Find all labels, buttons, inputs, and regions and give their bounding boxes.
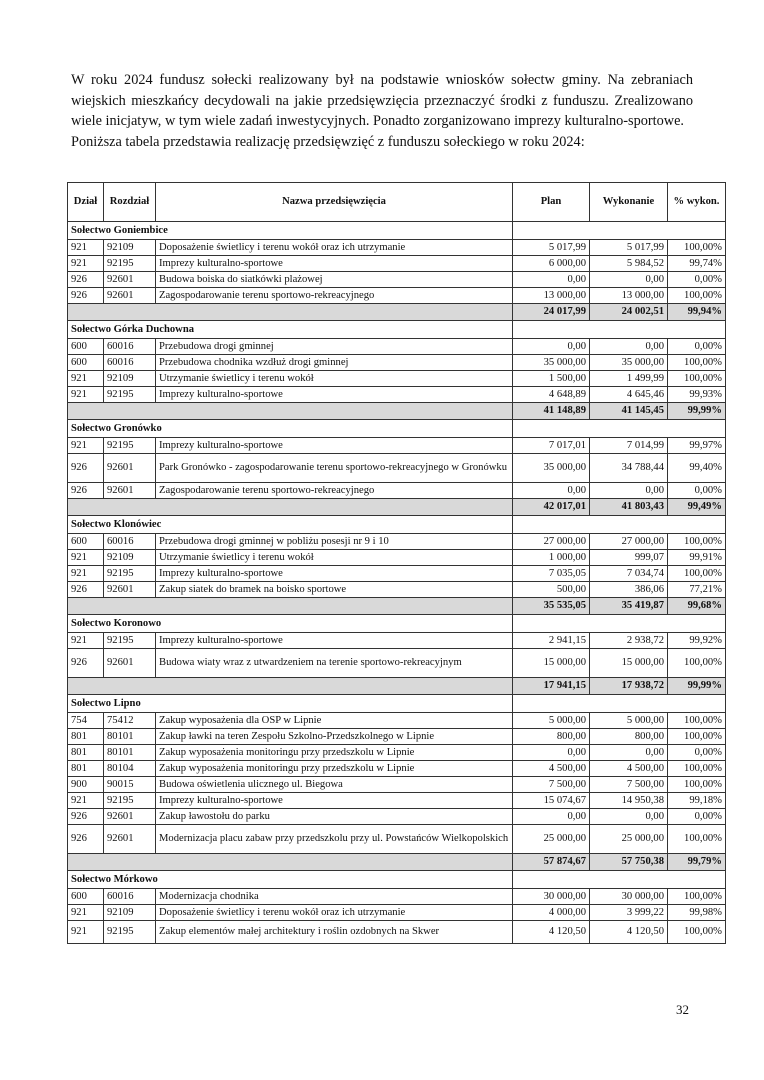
section-name: Sołectwo Goniembice xyxy=(68,222,513,240)
cell-rozdzial: 92195 xyxy=(104,566,156,582)
intro-text xyxy=(71,70,693,152)
cell-rozdzial: 92109 xyxy=(104,371,156,387)
cell-wykonanie: 0,00 xyxy=(590,272,668,288)
cell-dzial: 926 xyxy=(68,272,104,288)
cell-dzial: 754 xyxy=(68,713,104,729)
total-wykonanie: 35 419,87 xyxy=(590,598,668,615)
cell-plan: 4 648,89 xyxy=(513,387,590,403)
total-procent: 99,94% xyxy=(668,304,726,321)
cell-dzial: 801 xyxy=(68,745,104,761)
cell-dzial: 600 xyxy=(68,889,104,905)
section-header-row xyxy=(68,871,726,889)
cell-plan: 1 000,00 xyxy=(513,550,590,566)
cell-procent: 99,98% xyxy=(668,905,726,921)
cell-procent: 99,97% xyxy=(668,438,726,454)
cell-plan: 7 035,05 xyxy=(513,566,590,582)
cell-nazwa: Imprezy kulturalno-sportowe xyxy=(156,633,513,649)
cell-plan: 500,00 xyxy=(513,582,590,598)
cell-wykonanie: 0,00 xyxy=(590,483,668,499)
cell-plan: 6 000,00 xyxy=(513,256,590,272)
cell-procent: 100,00% xyxy=(668,371,726,387)
cell-plan: 800,00 xyxy=(513,729,590,745)
total-blank xyxy=(68,598,513,615)
cell-nazwa: Doposażenie świetlicy i terenu wokół oraz ich utrzymanie xyxy=(156,905,513,921)
total-procent: 99,79% xyxy=(668,854,726,871)
cell-dzial: 921 xyxy=(68,371,104,387)
table-row xyxy=(68,483,726,499)
cell-wykonanie: 30 000,00 xyxy=(590,889,668,905)
cell-plan: 1 500,00 xyxy=(513,371,590,387)
section-name: Sołectwo Gronówko xyxy=(68,420,513,438)
table-row xyxy=(68,534,726,550)
header-wykonanie: Wykonanie xyxy=(590,183,668,222)
total-procent: 99,49% xyxy=(668,499,726,516)
section-name: Sołectwo Mórkowo xyxy=(68,871,513,889)
cell-nazwa: Modernizacja placu zabaw przy przedszkolu przy ul. Powstańców Wielkopolskich xyxy=(156,825,513,854)
cell-procent: 100,00% xyxy=(668,713,726,729)
cell-wykonanie: 4 500,00 xyxy=(590,761,668,777)
cell-wykonanie: 27 000,00 xyxy=(590,534,668,550)
section-total-row xyxy=(68,403,726,420)
intro-paragraph: W roku 2024 fundusz sołecki realizowany był na podstawie wniosków sołectw gminy. Na zebraniach wiejskich mieszkańcy decydowali na jakie przedsięwzięcia przeznaczyć środki z funduszu. Zrealizowano wiele inicjatyw, w tym wiele zadań inwestycyjnych. Ponadto zorganizowano imprezy kulturalno-sportowe. xyxy=(71,72,693,130)
cell-rozdzial: 92601 xyxy=(104,288,156,304)
cell-dzial: 600 xyxy=(68,534,104,550)
cell-rozdzial: 92195 xyxy=(104,256,156,272)
section-header-row xyxy=(68,420,726,438)
cell-dzial: 921 xyxy=(68,793,104,809)
cell-dzial: 801 xyxy=(68,729,104,745)
cell-dzial: 926 xyxy=(68,809,104,825)
cell-plan: 7 500,00 xyxy=(513,777,590,793)
table-row xyxy=(68,649,726,678)
cell-rozdzial: 90015 xyxy=(104,777,156,793)
table-row xyxy=(68,288,726,304)
total-wykonanie: 24 002,51 xyxy=(590,304,668,321)
cell-rozdzial: 92601 xyxy=(104,454,156,483)
table-row xyxy=(68,761,726,777)
header-dzial: Dział xyxy=(68,183,104,222)
table-row xyxy=(68,339,726,355)
cell-nazwa: Zakup siatek do bramek na boisko sportowe xyxy=(156,582,513,598)
table-row xyxy=(68,713,726,729)
table-intro-sentence: Poniższa tabela przedstawia realizację przedsięwzięć z funduszu sołeckiego w roku 2024: xyxy=(71,133,585,150)
table-header-row xyxy=(68,183,726,222)
cell-wykonanie: 800,00 xyxy=(590,729,668,745)
cell-rozdzial: 60016 xyxy=(104,355,156,371)
cell-dzial: 926 xyxy=(68,649,104,678)
section-header-row xyxy=(68,516,726,534)
cell-procent: 100,00% xyxy=(668,240,726,256)
header-plan: Plan xyxy=(513,183,590,222)
cell-nazwa: Park Gronówko - zagospodarowanie terenu sportowo-rekreacyjnego w Gronówku xyxy=(156,454,513,483)
cell-nazwa: Imprezy kulturalno-sportowe xyxy=(156,387,513,403)
cell-nazwa: Zakup elementów małej architektury i roślin ozdobnych na Skwer xyxy=(156,921,513,944)
total-plan: 35 535,05 xyxy=(513,598,590,615)
table-row xyxy=(68,582,726,598)
cell-dzial: 921 xyxy=(68,240,104,256)
cell-rozdzial: 80104 xyxy=(104,761,156,777)
section-header-filler xyxy=(513,420,726,438)
cell-nazwa: Zagospodarowanie terenu sportowo-rekreacyjnego xyxy=(156,288,513,304)
cell-procent: 0,00% xyxy=(668,809,726,825)
total-blank xyxy=(68,304,513,321)
cell-dzial: 600 xyxy=(68,355,104,371)
section-header-row xyxy=(68,615,726,633)
cell-dzial: 921 xyxy=(68,438,104,454)
cell-nazwa: Przebudowa drogi gminnej xyxy=(156,339,513,355)
cell-plan: 4 120,50 xyxy=(513,921,590,944)
cell-procent: 100,00% xyxy=(668,355,726,371)
cell-plan: 4 000,00 xyxy=(513,905,590,921)
cell-rozdzial: 60016 xyxy=(104,534,156,550)
header-rozdzial: Rozdział xyxy=(104,183,156,222)
cell-procent: 99,91% xyxy=(668,550,726,566)
table-row xyxy=(68,777,726,793)
cell-plan: 7 017,01 xyxy=(513,438,590,454)
cell-nazwa: Budowa oświetlenia ulicznego ul. Biegowa xyxy=(156,777,513,793)
cell-rozdzial: 92109 xyxy=(104,550,156,566)
section-header-filler xyxy=(513,516,726,534)
cell-procent: 99,74% xyxy=(668,256,726,272)
cell-rozdzial: 92601 xyxy=(104,809,156,825)
table-row xyxy=(68,905,726,921)
table-row xyxy=(68,729,726,745)
total-procent: 99,68% xyxy=(668,598,726,615)
total-wykonanie: 17 938,72 xyxy=(590,678,668,695)
cell-nazwa: Zakup wyposażenia dla OSP w Lipnie xyxy=(156,713,513,729)
cell-rozdzial: 92601 xyxy=(104,483,156,499)
total-blank xyxy=(68,854,513,871)
cell-nazwa: Doposażenie świetlicy i terenu wokół oraz ich utrzymanie xyxy=(156,240,513,256)
table-row xyxy=(68,256,726,272)
cell-nazwa: Zagospodarowanie terenu sportowo-rekreacyjnego xyxy=(156,483,513,499)
cell-wykonanie: 999,07 xyxy=(590,550,668,566)
total-plan: 42 017,01 xyxy=(513,499,590,516)
total-blank xyxy=(68,678,513,695)
cell-plan: 2 941,15 xyxy=(513,633,590,649)
section-name: Sołectwo Lipno xyxy=(68,695,513,713)
cell-dzial: 926 xyxy=(68,582,104,598)
cell-nazwa: Zakup wyposażenia monitoringu przy przedszkolu w Lipnie xyxy=(156,745,513,761)
table-row xyxy=(68,371,726,387)
cell-nazwa: Utrzymanie świetlicy i terenu wokół xyxy=(156,550,513,566)
cell-dzial: 921 xyxy=(68,633,104,649)
cell-wykonanie: 7 500,00 xyxy=(590,777,668,793)
cell-wykonanie: 0,00 xyxy=(590,339,668,355)
cell-nazwa: Zakup ławostołu do parku xyxy=(156,809,513,825)
section-header-row xyxy=(68,695,726,713)
cell-procent: 99,40% xyxy=(668,454,726,483)
cell-procent: 100,00% xyxy=(668,825,726,854)
cell-wykonanie: 0,00 xyxy=(590,745,668,761)
cell-rozdzial: 75412 xyxy=(104,713,156,729)
cell-plan: 0,00 xyxy=(513,483,590,499)
cell-rozdzial: 92195 xyxy=(104,633,156,649)
cell-rozdzial: 92109 xyxy=(104,240,156,256)
cell-plan: 13 000,00 xyxy=(513,288,590,304)
table-row xyxy=(68,355,726,371)
table-row xyxy=(68,387,726,403)
cell-wykonanie: 3 999,22 xyxy=(590,905,668,921)
cell-rozdzial: 60016 xyxy=(104,339,156,355)
cell-nazwa: Budowa boiska do siatkówki plażowej xyxy=(156,272,513,288)
cell-wykonanie: 7 014,99 xyxy=(590,438,668,454)
cell-rozdzial: 92195 xyxy=(104,921,156,944)
total-plan: 57 874,67 xyxy=(513,854,590,871)
cell-nazwa: Imprezy kulturalno-sportowe xyxy=(156,793,513,809)
cell-dzial: 801 xyxy=(68,761,104,777)
cell-wykonanie: 15 000,00 xyxy=(590,649,668,678)
cell-nazwa: Imprezy kulturalno-sportowe xyxy=(156,438,513,454)
cell-rozdzial: 92601 xyxy=(104,649,156,678)
cell-procent: 100,00% xyxy=(668,921,726,944)
table-row xyxy=(68,272,726,288)
total-plan: 24 017,99 xyxy=(513,304,590,321)
section-header-filler xyxy=(513,222,726,240)
cell-wykonanie: 35 000,00 xyxy=(590,355,668,371)
cell-rozdzial: 92195 xyxy=(104,438,156,454)
total-wykonanie: 57 750,38 xyxy=(590,854,668,871)
cell-nazwa: Imprezy kulturalno-sportowe xyxy=(156,566,513,582)
cell-wykonanie: 4 645,46 xyxy=(590,387,668,403)
section-name: Sołectwo Koronowo xyxy=(68,615,513,633)
cell-rozdzial: 92109 xyxy=(104,905,156,921)
cell-plan: 35 000,00 xyxy=(513,355,590,371)
cell-nazwa: Zakup wyposażenia monitoringu przy przedszkolu w Lipnie xyxy=(156,761,513,777)
table-row xyxy=(68,745,726,761)
cell-wykonanie: 5 984,52 xyxy=(590,256,668,272)
section-header-filler xyxy=(513,871,726,889)
section-header-filler xyxy=(513,321,726,339)
table-row xyxy=(68,889,726,905)
cell-wykonanie: 4 120,50 xyxy=(590,921,668,944)
cell-dzial: 926 xyxy=(68,825,104,854)
table-row xyxy=(68,566,726,582)
cell-rozdzial: 92195 xyxy=(104,387,156,403)
section-total-row xyxy=(68,678,726,695)
total-procent: 99,99% xyxy=(668,403,726,420)
cell-plan: 27 000,00 xyxy=(513,534,590,550)
total-wykonanie: 41 145,45 xyxy=(590,403,668,420)
cell-procent: 100,00% xyxy=(668,729,726,745)
cell-wykonanie: 14 950,38 xyxy=(590,793,668,809)
cell-plan: 30 000,00 xyxy=(513,889,590,905)
cell-rozdzial: 92601 xyxy=(104,272,156,288)
cell-wykonanie: 5 000,00 xyxy=(590,713,668,729)
cell-dzial: 926 xyxy=(68,288,104,304)
cell-nazwa: Budowa wiaty wraz z utwardzeniem na terenie sportowo-rekreacyjnym xyxy=(156,649,513,678)
header-nazwa: Nazwa przedsięwzięcia xyxy=(156,183,513,222)
section-header-filler xyxy=(513,695,726,713)
cell-rozdzial: 92195 xyxy=(104,793,156,809)
cell-plan: 25 000,00 xyxy=(513,825,590,854)
cell-rozdzial: 92601 xyxy=(104,582,156,598)
cell-dzial: 921 xyxy=(68,256,104,272)
total-blank xyxy=(68,499,513,516)
cell-plan: 15 074,67 xyxy=(513,793,590,809)
cell-wykonanie: 7 034,74 xyxy=(590,566,668,582)
table-row xyxy=(68,825,726,854)
cell-nazwa: Przebudowa drogi gminnej w pobliżu posesji nr 9 i 10 xyxy=(156,534,513,550)
header-procent: % wykon. xyxy=(668,183,726,222)
table-row xyxy=(68,438,726,454)
cell-procent: 99,93% xyxy=(668,387,726,403)
section-total-row xyxy=(68,854,726,871)
cell-procent: 100,00% xyxy=(668,649,726,678)
cell-procent: 100,00% xyxy=(668,534,726,550)
cell-wykonanie: 5 017,99 xyxy=(590,240,668,256)
section-total-row xyxy=(68,499,726,516)
page-number: 32 xyxy=(676,1002,689,1017)
total-blank xyxy=(68,403,513,420)
table-row xyxy=(68,921,726,944)
cell-dzial: 926 xyxy=(68,483,104,499)
table-row xyxy=(68,454,726,483)
table-row xyxy=(68,240,726,256)
cell-plan: 0,00 xyxy=(513,809,590,825)
cell-procent: 100,00% xyxy=(668,777,726,793)
cell-nazwa: Modernizacja chodnika xyxy=(156,889,513,905)
cell-procent: 77,21% xyxy=(668,582,726,598)
cell-rozdzial: 60016 xyxy=(104,889,156,905)
cell-procent: 99,92% xyxy=(668,633,726,649)
section-total-row xyxy=(68,304,726,321)
total-wykonanie: 41 803,43 xyxy=(590,499,668,516)
cell-procent: 100,00% xyxy=(668,566,726,582)
cell-rozdzial: 80101 xyxy=(104,745,156,761)
cell-wykonanie: 34 788,44 xyxy=(590,454,668,483)
cell-procent: 0,00% xyxy=(668,745,726,761)
cell-plan: 4 500,00 xyxy=(513,761,590,777)
cell-plan: 5 000,00 xyxy=(513,713,590,729)
cell-plan: 15 000,00 xyxy=(513,649,590,678)
table-row xyxy=(68,793,726,809)
cell-wykonanie: 13 000,00 xyxy=(590,288,668,304)
section-header-filler xyxy=(513,615,726,633)
section-total-row xyxy=(68,598,726,615)
table-row xyxy=(68,633,726,649)
cell-dzial: 600 xyxy=(68,339,104,355)
cell-procent: 100,00% xyxy=(668,288,726,304)
cell-procent: 0,00% xyxy=(668,339,726,355)
cell-dzial: 921 xyxy=(68,921,104,944)
cell-wykonanie: 386,06 xyxy=(590,582,668,598)
cell-rozdzial: 80101 xyxy=(104,729,156,745)
cell-procent: 100,00% xyxy=(668,761,726,777)
cell-wykonanie: 0,00 xyxy=(590,809,668,825)
table-body xyxy=(68,222,726,944)
section-header-row xyxy=(68,321,726,339)
cell-rozdzial: 92601 xyxy=(104,825,156,854)
cell-dzial: 921 xyxy=(68,550,104,566)
cell-dzial: 921 xyxy=(68,566,104,582)
cell-procent: 0,00% xyxy=(668,272,726,288)
total-plan: 41 148,89 xyxy=(513,403,590,420)
cell-dzial: 921 xyxy=(68,387,104,403)
total-plan: 17 941,15 xyxy=(513,678,590,695)
table-row xyxy=(68,809,726,825)
cell-wykonanie: 25 000,00 xyxy=(590,825,668,854)
cell-plan: 0,00 xyxy=(513,339,590,355)
cell-wykonanie: 1 499,99 xyxy=(590,371,668,387)
cell-plan: 5 017,99 xyxy=(513,240,590,256)
cell-wykonanie: 2 938,72 xyxy=(590,633,668,649)
cell-nazwa: Zakup ławki na teren Zespołu Szkolno-Przedszkolnego w Lipnie xyxy=(156,729,513,745)
cell-plan: 0,00 xyxy=(513,272,590,288)
cell-procent: 99,18% xyxy=(668,793,726,809)
cell-procent: 0,00% xyxy=(668,483,726,499)
cell-dzial: 900 xyxy=(68,777,104,793)
section-name: Sołectwo Klonówiec xyxy=(68,516,513,534)
cell-dzial: 921 xyxy=(68,905,104,921)
cell-procent: 100,00% xyxy=(668,889,726,905)
cell-nazwa: Przebudowa chodnika wzdłuż drogi gminnej xyxy=(156,355,513,371)
section-name: Sołectwo Górka Duchowna xyxy=(68,321,513,339)
cell-plan: 0,00 xyxy=(513,745,590,761)
table-row xyxy=(68,550,726,566)
cell-dzial: 926 xyxy=(68,454,104,483)
cell-nazwa: Imprezy kulturalno-sportowe xyxy=(156,256,513,272)
cell-plan: 35 000,00 xyxy=(513,454,590,483)
fund-table xyxy=(67,182,726,944)
cell-nazwa: Utrzymanie świetlicy i terenu wokół xyxy=(156,371,513,387)
total-procent: 99,99% xyxy=(668,678,726,695)
section-header-row xyxy=(68,222,726,240)
